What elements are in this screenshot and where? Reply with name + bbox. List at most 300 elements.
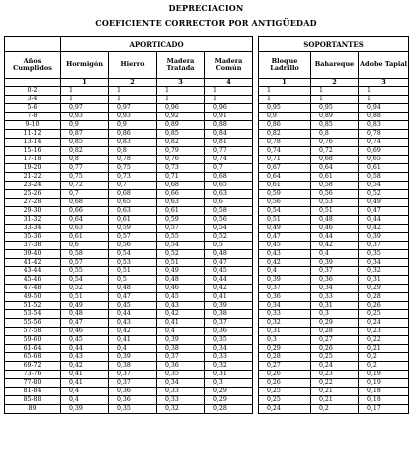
adobe-tapial-cell: 0,42 [359, 224, 409, 233]
age-cell: 61-64 [5, 344, 61, 353]
age-cell: 25-26 [5, 190, 61, 199]
hormigon-cell: 0,41 [61, 370, 109, 379]
table-row [5, 301, 409, 310]
madera-tratada-cell: 1 [157, 87, 205, 96]
madera-tratada-cell: 0,34 [157, 379, 205, 388]
madera-comun-cell: 0,91 [205, 112, 253, 121]
madera-comun-cell: 0,7 [205, 164, 253, 173]
table-row [5, 404, 409, 413]
table-row [5, 241, 409, 250]
table-row [5, 164, 409, 173]
bloque-ladrillo-cell: 0,61 [259, 181, 311, 190]
table-row [5, 310, 409, 319]
table-row [5, 129, 409, 138]
hierro-cell: 0,59 [109, 224, 157, 233]
bahareque-cell: 0,48 [311, 215, 359, 224]
adobe-tapial-cell: 0,78 [359, 129, 409, 138]
age-cell: 81-84 [5, 387, 61, 396]
adobe-tapial-cell: 0,19 [359, 370, 409, 379]
bloque-ladrillo-cell: 0,47 [259, 233, 311, 242]
madera-tratada-cell: 0,48 [157, 276, 205, 285]
age-cell: 29-30 [5, 207, 61, 216]
hormigon-cell: 0,39 [61, 404, 109, 413]
bahareque-cell: 0,2 [311, 404, 359, 413]
hierro-cell: 0,68 [109, 190, 157, 199]
hormigon-cell: 0,43 [61, 353, 109, 362]
bahareque-cell: 0,76 [311, 138, 359, 147]
hormigon-cell: 0,97 [61, 104, 109, 113]
bahareque-cell: 0,31 [311, 301, 359, 310]
bloque-ladrillo-cell: 0,43 [259, 250, 311, 259]
hormigon-cell: 0,64 [61, 215, 109, 224]
bahareque-cell: 0,39 [311, 258, 359, 267]
hormigon-cell: 0,54 [61, 276, 109, 285]
age-cell: 53-54 [5, 310, 61, 319]
madera-comun-cell: 0,65 [205, 181, 253, 190]
age-cell: 43-44 [5, 267, 61, 276]
madera-comun-cell: 0,58 [205, 207, 253, 216]
table-row [5, 379, 409, 388]
adobe-tapial-cell: 0,24 [359, 319, 409, 328]
madera-comun-cell: 0,34 [205, 344, 253, 353]
hormigon-cell: 0,61 [61, 233, 109, 242]
hierro-cell: 0,7 [109, 181, 157, 190]
bloque-ladrillo-cell: 0,34 [259, 301, 311, 310]
bahareque-cell: 0,53 [311, 198, 359, 207]
madera-comun-cell: 0,63 [205, 190, 253, 199]
adobe-tapial-cell: 0,49 [359, 198, 409, 207]
hormigon-cell: 0,8 [61, 155, 109, 164]
age-cell: 59-60 [5, 336, 61, 345]
bloque-ladrillo-cell: 0,26 [259, 379, 311, 388]
adobe-tapial-cell: 0,65 [359, 155, 409, 164]
table-row [5, 293, 409, 302]
bloque-ladrillo-cell: 0,9 [259, 112, 311, 121]
age-cell: 13-14 [5, 138, 61, 147]
bahareque-cell: 0,51 [311, 207, 359, 216]
age-cell: 0-2 [5, 87, 61, 96]
madera-comun-cell: 0,88 [205, 121, 253, 130]
hierro-cell: 0,54 [109, 250, 157, 259]
table-row [5, 147, 409, 156]
table-row [5, 155, 409, 164]
table-row [5, 258, 409, 267]
madera-comun-cell: 0,29 [205, 396, 253, 405]
madera-tratada-cell: 0,52 [157, 250, 205, 259]
hormigon-cell: 0,75 [61, 172, 109, 181]
column-header-bloque-ladrillo: Bloque Ladrillo [259, 52, 311, 79]
bloque-ladrillo-cell: 0,28 [259, 353, 311, 362]
bloque-ladrillo-cell: 0,54 [259, 207, 311, 216]
madera-comun-cell: 0,96 [205, 104, 253, 113]
age-cell: 57-58 [5, 327, 61, 336]
bahareque-cell: 0,3 [311, 310, 359, 319]
madera-tratada-cell: 0,35 [157, 370, 205, 379]
bloque-ladrillo-cell: 0,82 [259, 129, 311, 138]
hierro-cell: 0,47 [109, 293, 157, 302]
column-number: 2 [311, 79, 359, 87]
column-header-hormigon: Hormigón [61, 52, 109, 79]
adobe-tapial-cell: 0,2 [359, 362, 409, 371]
page-subtitle: COEFICIENTE CORRECTOR POR ANTIGÜEDAD [95, 18, 317, 28]
bloque-ladrillo-cell: 0,74 [259, 147, 311, 156]
table-row [5, 198, 409, 207]
bloque-ladrillo-cell: 0,78 [259, 138, 311, 147]
madera-tratada-cell: 0,39 [157, 336, 205, 345]
table-row [5, 344, 409, 353]
table-row [5, 267, 409, 276]
madera-tratada-cell: 0,49 [157, 267, 205, 276]
adobe-tapial-cell: 0,47 [359, 207, 409, 216]
hormigon-cell: 0,82 [61, 147, 109, 156]
age-cell: 23-24 [5, 181, 61, 190]
madera-tratada-cell: 1 [157, 95, 205, 104]
hormigon-cell: 0,85 [61, 138, 109, 147]
bloque-ladrillo-cell: 0,45 [259, 241, 311, 250]
madera-comun-cell: 0,3 [205, 379, 253, 388]
table-row [5, 95, 409, 104]
madera-tratada-cell: 0,63 [157, 198, 205, 207]
column-header-adobe-tapial: Adobe Tapial [359, 52, 409, 79]
bloque-ladrillo-cell: 0,24 [259, 404, 311, 413]
adobe-tapial-cell: 0,19 [359, 379, 409, 388]
hierro-cell: 0,65 [109, 198, 157, 207]
hormigon-cell: 0,57 [61, 258, 109, 267]
madera-tratada-cell: 0,96 [157, 104, 205, 113]
age-cell: 37-38 [5, 241, 61, 250]
hierro-cell: 0,48 [109, 284, 157, 293]
madera-comun-cell: 0,31 [205, 370, 253, 379]
bloque-ladrillo-cell: 0,25 [259, 396, 311, 405]
hierro-cell: 0,78 [109, 155, 157, 164]
madera-comun-cell: 0,81 [205, 138, 253, 147]
adobe-tapial-cell: 0,39 [359, 233, 409, 242]
hormigon-cell: 0,9 [61, 121, 109, 130]
madera-tratada-cell: 0,33 [157, 387, 205, 396]
madera-comun-cell: 0,6 [205, 198, 253, 207]
hormigon-cell: 0,52 [61, 284, 109, 293]
hormigon-cell: 0,7 [61, 190, 109, 199]
bahareque-cell: 0,36 [311, 276, 359, 285]
madera-comun-cell: 0,54 [205, 224, 253, 233]
madera-tratada-cell: 0,73 [157, 164, 205, 173]
hormigon-cell: 0,68 [61, 198, 109, 207]
group-header-aporticado: APORTICADO [61, 37, 253, 52]
hierro-cell: 0,43 [109, 319, 157, 328]
madera-tratada-cell: 0,46 [157, 284, 205, 293]
adobe-tapial-cell: 0,29 [359, 284, 409, 293]
adobe-tapial-cell: 0,37 [359, 241, 409, 250]
bahareque-cell: 0,46 [311, 224, 359, 233]
age-cell: 85-88 [5, 396, 61, 405]
bahareque-cell: 0,23 [311, 370, 359, 379]
madera-comun-cell: 0,52 [205, 233, 253, 242]
madera-comun-cell: 0,36 [205, 327, 253, 336]
madera-comun-cell: 0,47 [205, 258, 253, 267]
hierro-cell: 0,36 [109, 387, 157, 396]
bloque-ladrillo-cell: 0,67 [259, 164, 311, 173]
bloque-ladrillo-cell: 0,31 [259, 327, 311, 336]
madera-comun-cell: 0,39 [205, 301, 253, 310]
hierro-cell: 0,86 [109, 129, 157, 138]
age-cell: 27-28 [5, 198, 61, 207]
table-row [5, 207, 409, 216]
age-cell: 9-10 [5, 121, 61, 130]
bahareque-cell: 0,21 [311, 396, 359, 405]
hierro-cell: 0,97 [109, 104, 157, 113]
madera-comun-cell: 0,45 [205, 267, 253, 276]
age-cell: 31-32 [5, 215, 61, 224]
column-number: 1 [259, 79, 311, 87]
table-row [5, 362, 409, 371]
bahareque-cell: 0,37 [311, 267, 359, 276]
hormigon-cell: 1 [61, 95, 109, 104]
madera-tratada-cell: 0,45 [157, 293, 205, 302]
age-cell: 3-4 [5, 95, 61, 104]
hormigon-cell: 0,46 [61, 327, 109, 336]
adobe-tapial-cell: 0,44 [359, 215, 409, 224]
column-number: 2 [109, 79, 157, 87]
age-cell: 33-34 [5, 224, 61, 233]
bahareque-cell: 0,26 [311, 344, 359, 353]
hierro-cell: 0,39 [109, 353, 157, 362]
table-row [5, 112, 409, 121]
madera-comun-cell: 0,33 [205, 353, 253, 362]
age-cell: 39-40 [5, 250, 61, 259]
adobe-tapial-cell: 0,32 [359, 267, 409, 276]
hierro-cell: 0,61 [109, 215, 157, 224]
hierro-cell: 0,9 [109, 121, 157, 130]
depreciation-table [4, 36, 409, 414]
bloque-ladrillo-cell: 0,42 [259, 258, 311, 267]
hormigon-cell: 0,41 [61, 379, 109, 388]
bahareque-cell: 0,61 [311, 172, 359, 181]
table-row [5, 327, 409, 336]
madera-comun-cell: 0,74 [205, 155, 253, 164]
bahareque-cell: 0,34 [311, 284, 359, 293]
madera-tratada-cell: 0,59 [157, 215, 205, 224]
bloque-ladrillo-cell: 0,27 [259, 362, 311, 371]
age-cell: 19-20 [5, 164, 61, 173]
madera-tratada-cell: 0,61 [157, 207, 205, 216]
table-row [5, 250, 409, 259]
madera-tratada-cell: 0,92 [157, 112, 205, 121]
adobe-tapial-cell: 0,61 [359, 164, 409, 173]
hormigon-cell: 0,77 [61, 164, 109, 173]
column-number: 3 [157, 79, 205, 87]
bloque-ladrillo-cell: 0,51 [259, 215, 311, 224]
hierro-cell: 0,56 [109, 241, 157, 250]
age-cell: 35-36 [5, 233, 61, 242]
table-row [5, 181, 409, 190]
madera-comun-cell: 0,37 [205, 319, 253, 328]
madera-tratada-cell: 0,41 [157, 319, 205, 328]
hormigon-cell: 0,45 [61, 336, 109, 345]
hormigon-cell: 0,42 [61, 362, 109, 371]
hormigon-cell: 0,48 [61, 310, 109, 319]
bloque-ladrillo-cell: 0,3 [259, 336, 311, 345]
column-header-hierro: Hierro [109, 52, 157, 79]
adobe-tapial-cell: 0,83 [359, 121, 409, 130]
bahareque-cell: 0,89 [311, 112, 359, 121]
table-row [5, 370, 409, 379]
age-cell: 15-16 [5, 147, 61, 156]
hierro-cell: 0,37 [109, 379, 157, 388]
bloque-ladrillo-cell: 0,25 [259, 387, 311, 396]
hormigon-cell: 0,66 [61, 207, 109, 216]
table-row [5, 336, 409, 345]
bloque-ladrillo-cell: 0,36 [259, 293, 311, 302]
hierro-cell: 0,83 [109, 138, 157, 147]
bahareque-cell: 0,56 [311, 190, 359, 199]
madera-comun-cell: 0,77 [205, 147, 253, 156]
madera-tratada-cell: 0,37 [157, 353, 205, 362]
age-cell: 73-76 [5, 370, 61, 379]
bloque-ladrillo-cell: 0,71 [259, 155, 311, 164]
hierro-cell: 0,36 [109, 396, 157, 405]
adobe-tapial-cell: 1 [359, 95, 409, 104]
madera-comun-cell: 0,29 [205, 387, 253, 396]
hormigon-cell: 1 [61, 87, 109, 96]
adobe-tapial-cell: 0,58 [359, 172, 409, 181]
madera-comun-cell: 1 [205, 95, 253, 104]
bahareque-cell: 0,58 [311, 181, 359, 190]
age-cell: 47-48 [5, 284, 61, 293]
madera-comun-cell: 0,41 [205, 293, 253, 302]
bahareque-cell: 0,4 [311, 250, 359, 259]
hormigon-cell: 0,93 [61, 112, 109, 121]
madera-tratada-cell: 0,42 [157, 310, 205, 319]
hierro-cell: 0,8 [109, 147, 157, 156]
bahareque-cell: 0,64 [311, 164, 359, 173]
madera-tratada-cell: 0,55 [157, 233, 205, 242]
hormigon-cell: 0,63 [61, 224, 109, 233]
age-cell: 21-22 [5, 172, 61, 181]
adobe-tapial-cell: 0,35 [359, 250, 409, 259]
hierro-cell: 1 [109, 95, 157, 104]
bloque-ladrillo-cell: 0,26 [259, 370, 311, 379]
age-cell: 11-12 [5, 129, 61, 138]
table-row [5, 215, 409, 224]
column-number: 4 [205, 79, 253, 87]
hierro-cell: 0,42 [109, 327, 157, 336]
adobe-tapial-cell: 0,2 [359, 353, 409, 362]
bahareque-cell: 0,24 [311, 362, 359, 371]
bahareque-cell: 0,8 [311, 129, 359, 138]
madera-comun-cell: 0,84 [205, 129, 253, 138]
madera-comun-cell: 0,32 [205, 362, 253, 371]
bloque-ladrillo-cell: 0,95 [259, 104, 311, 113]
madera-tratada-cell: 0,71 [157, 172, 205, 181]
madera-tratada-cell: 0,68 [157, 181, 205, 190]
bloque-ladrillo-cell: 1 [259, 95, 311, 104]
madera-comun-cell: 0,68 [205, 172, 253, 181]
madera-tratada-cell: 0,82 [157, 138, 205, 147]
table-row [5, 284, 409, 293]
hierro-cell: 0,37 [109, 370, 157, 379]
bahareque-cell: 0,85 [311, 121, 359, 130]
bahareque-cell: 0,25 [311, 353, 359, 362]
age-cell: 45-46 [5, 276, 61, 285]
bahareque-cell: 0,29 [311, 319, 359, 328]
adobe-tapial-cell: 0,23 [359, 327, 409, 336]
hierro-cell: 0,93 [109, 112, 157, 121]
table-row [5, 104, 409, 113]
adobe-tapial-cell: 0,17 [359, 404, 409, 413]
hierro-cell: 0,38 [109, 362, 157, 371]
hierro-cell: 0,57 [109, 233, 157, 242]
madera-tratada-cell: 0,85 [157, 129, 205, 138]
bloque-ladrillo-cell: 0,32 [259, 319, 311, 328]
bahareque-cell: 0,42 [311, 241, 359, 250]
bloque-ladrillo-cell: 0,86 [259, 121, 311, 130]
table-row [5, 319, 409, 328]
adobe-tapial-cell: 0,18 [359, 387, 409, 396]
table-row [5, 190, 409, 199]
madera-tratada-cell: 0,4 [157, 327, 205, 336]
hierro-cell: 0,35 [109, 404, 157, 413]
hierro-cell: 0,73 [109, 172, 157, 181]
age-cell: 49-50 [5, 293, 61, 302]
bloque-ladrillo-cell: 0,37 [259, 284, 311, 293]
madera-tratada-cell: 0,57 [157, 224, 205, 233]
column-header-age: Años Cumplidos [5, 52, 61, 79]
hierro-cell: 0,45 [109, 301, 157, 310]
age-cell: 7-8 [5, 112, 61, 121]
bloque-ladrillo-cell: 0,33 [259, 310, 311, 319]
madera-tratada-cell: 0,51 [157, 258, 205, 267]
adobe-tapial-cell: 0,94 [359, 104, 409, 113]
bahareque-cell: 1 [311, 87, 359, 96]
table-row [5, 224, 409, 233]
adobe-tapial-cell: 0,54 [359, 181, 409, 190]
table-row [5, 87, 409, 96]
adobe-tapial-cell: 0,69 [359, 147, 409, 156]
madera-comun-cell: 0,35 [205, 336, 253, 345]
hormigon-cell: 0,58 [61, 250, 109, 259]
age-cell: 69-72 [5, 362, 61, 371]
column-header-bahareque: Bahareque [311, 52, 359, 79]
bahareque-cell: 0,44 [311, 233, 359, 242]
hierro-cell: 0,63 [109, 207, 157, 216]
madera-comun-cell: 0,28 [205, 404, 253, 413]
madera-comun-cell: 1 [205, 87, 253, 96]
hierro-cell: 0,44 [109, 310, 157, 319]
corner-cell [5, 37, 61, 52]
madera-tratada-cell: 0,38 [157, 344, 205, 353]
madera-comun-cell: 0,38 [205, 310, 253, 319]
adobe-tapial-cell: 0,74 [359, 138, 409, 147]
bloque-ladrillo-cell: 0,4 [259, 267, 311, 276]
hormigon-cell: 0,4 [61, 396, 109, 405]
column-number: 1 [61, 79, 109, 87]
bloque-ladrillo-cell: 0,56 [259, 198, 311, 207]
madera-comun-cell: 0,5 [205, 241, 253, 250]
age-cell: 89 [5, 404, 61, 413]
madera-comun-cell: 0,56 [205, 215, 253, 224]
bloque-ladrillo-cell: 0,29 [259, 344, 311, 353]
age-cell: 77-80 [5, 379, 61, 388]
table-row [5, 353, 409, 362]
bahareque-cell: 0,22 [311, 379, 359, 388]
hormigon-cell: 0,55 [61, 267, 109, 276]
hormigon-cell: 0,47 [61, 319, 109, 328]
column-header-madera-tratada: Madera Tratada [157, 52, 205, 79]
adobe-tapial-cell: 0,52 [359, 190, 409, 199]
bahareque-cell: 0,95 [311, 104, 359, 113]
bloque-ladrillo-cell: 0,59 [259, 190, 311, 199]
adobe-tapial-cell: 0,26 [359, 301, 409, 310]
